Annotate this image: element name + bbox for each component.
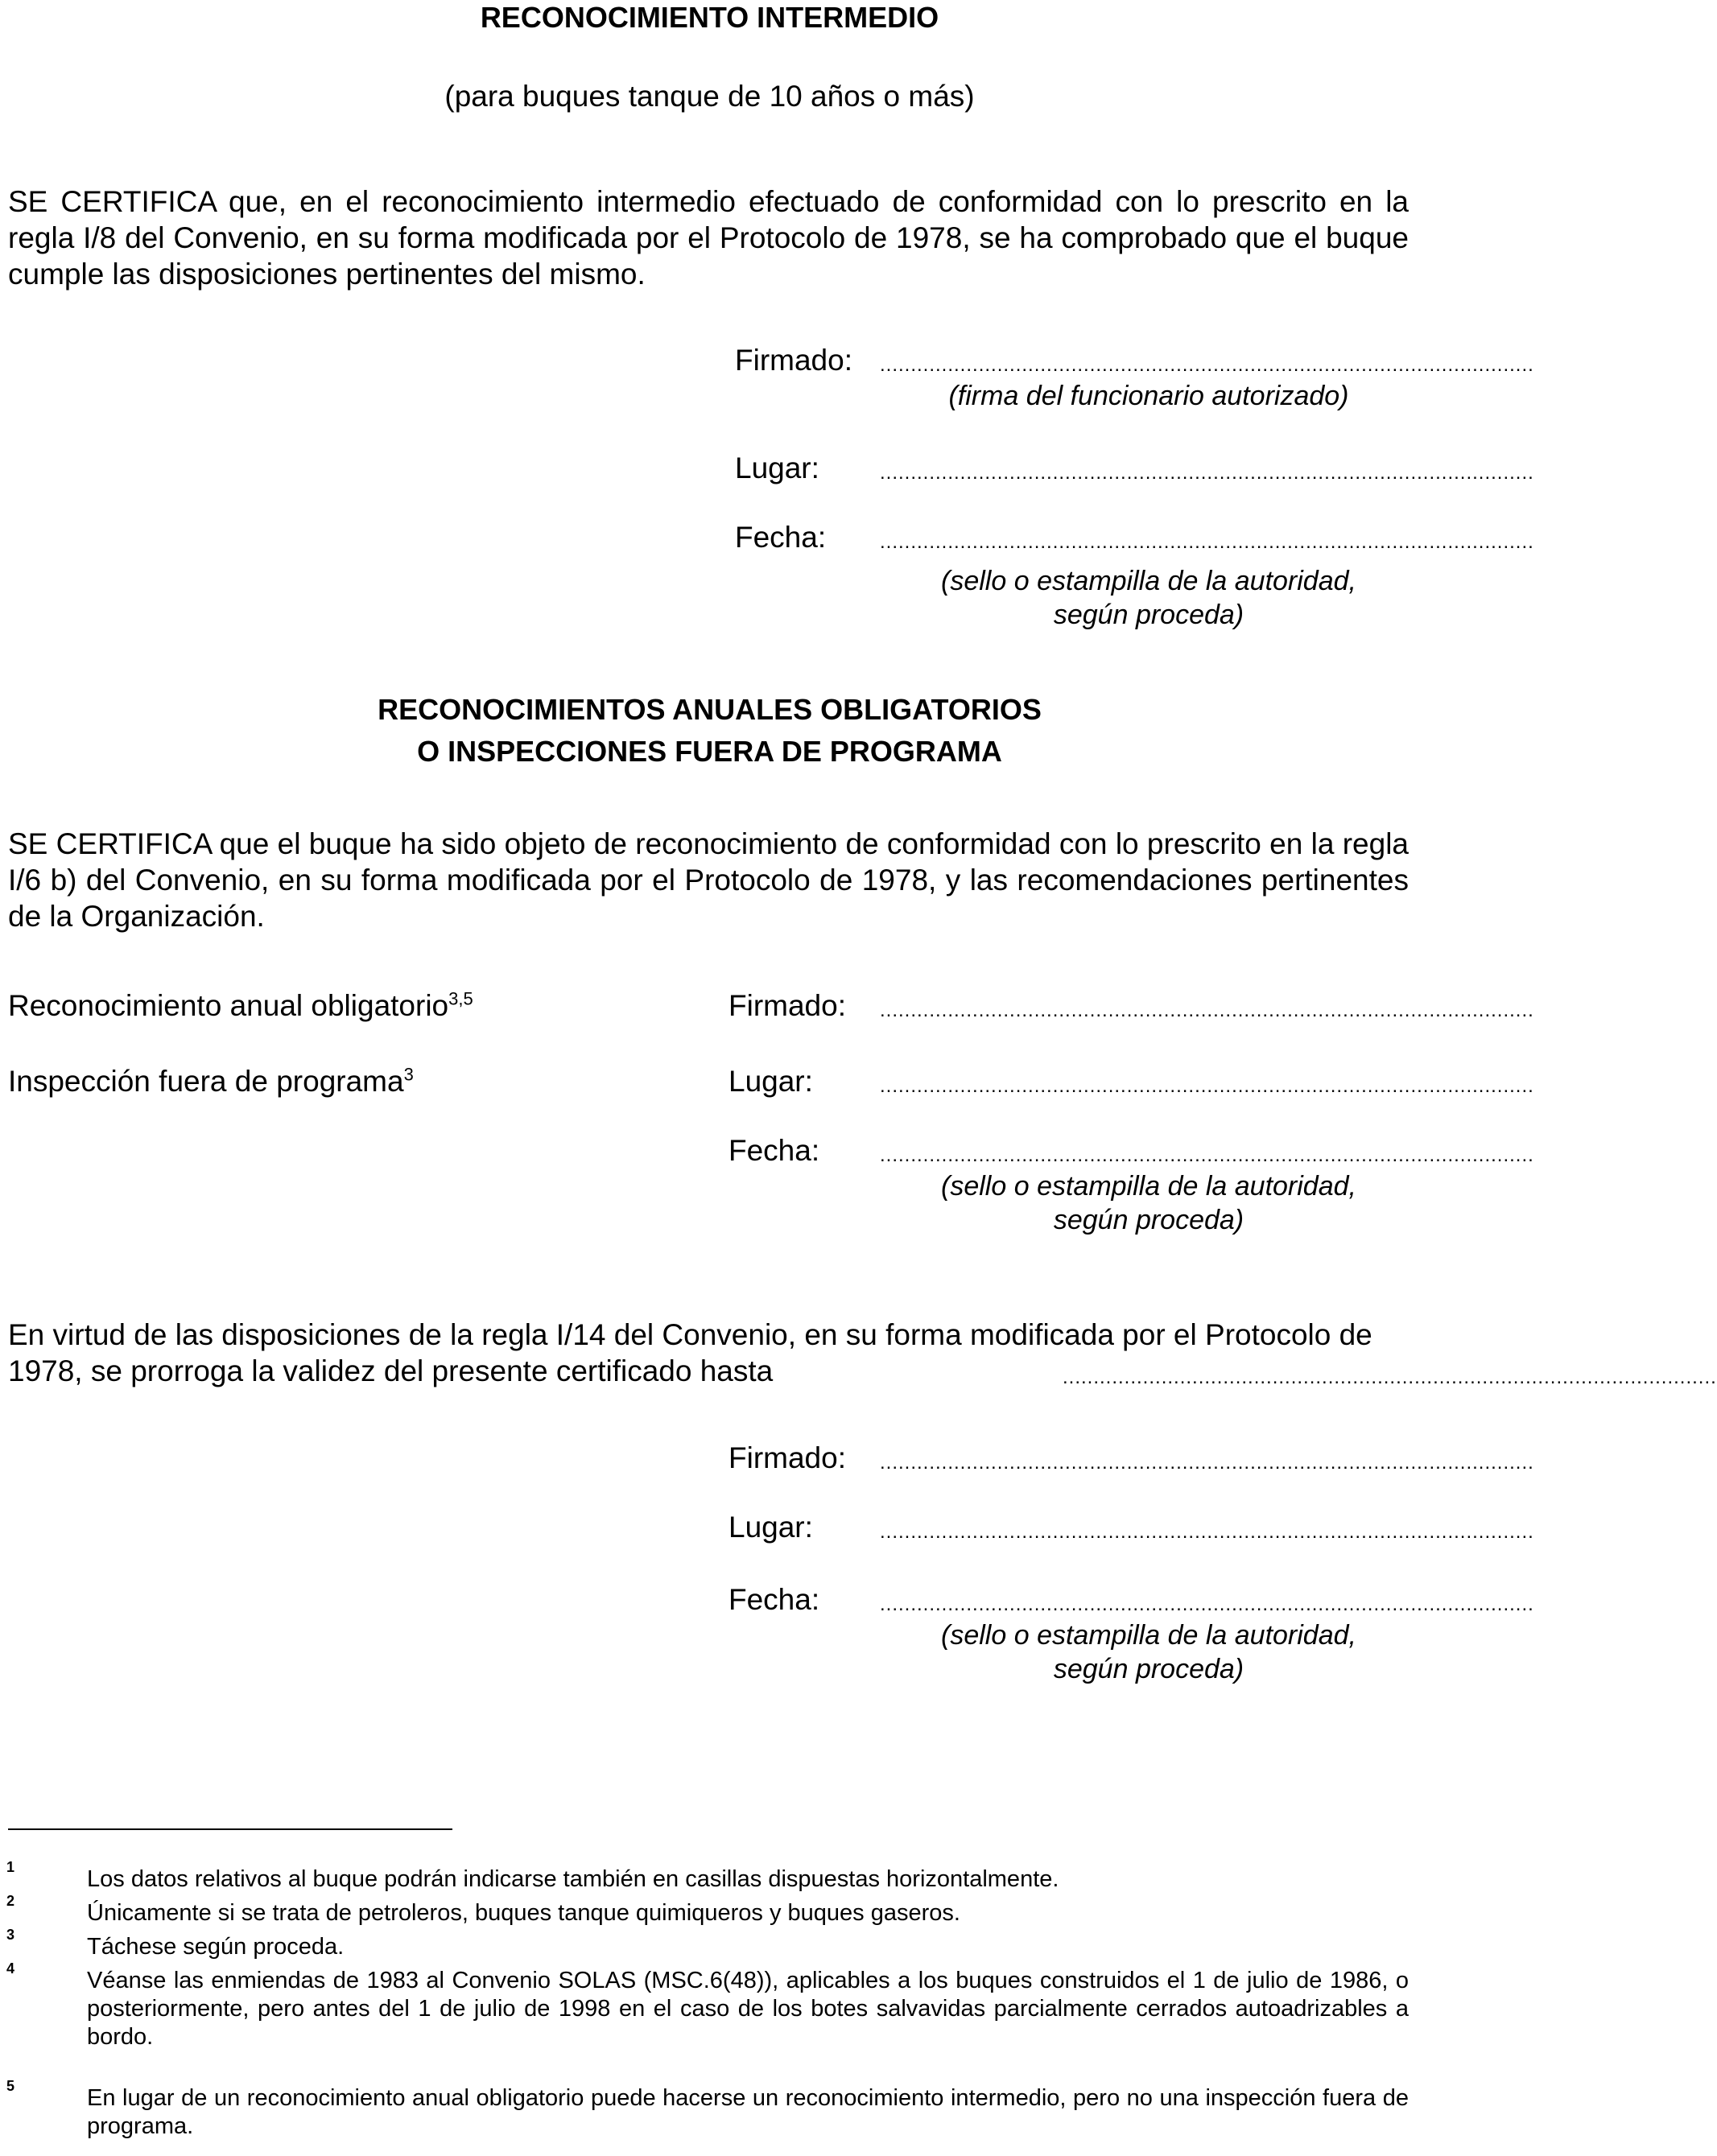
section2-title-line2: O INSPECCIONES FUERA DE PROGRAMA: [417, 735, 1002, 768]
section3-extension-date-line: ..........................................................................................................: [1063, 1367, 1717, 1388]
section1-signed-label: Firmado:: [735, 344, 852, 377]
footnote-5-text: En lugar de un reconocimiento anual obligatorio puede hacerse un reconocimiento intermedio, pero no una inspección fuera de programa.: [87, 2085, 1409, 2139]
section2-stamp-note-line2: según proceda): [1053, 1205, 1244, 1235]
section2-place-line: ..........................................................................................................: [880, 1075, 1534, 1097]
section1-title: RECONOCIMIENTO INTERMEDIO: [480, 1, 939, 34]
section1-signed-line: ..........................................................................................................: [880, 354, 1534, 376]
section2-date-label: Fecha:: [728, 1134, 820, 1167]
section1-signature-note: (firma del funcionario autorizado): [948, 381, 1349, 411]
section2-title-line1: RECONOCIMIENTOS ANUALES OBLIGATORIOS: [378, 693, 1042, 726]
unscheduled-inspection-option: [8, 1064, 414, 1099]
section3-signed-label: Firmado:: [728, 1441, 846, 1474]
unscheduled-inspection-footnote-ref: 3: [403, 1064, 414, 1085]
section1-date-label: Fecha:: [735, 521, 827, 554]
footnote-separator: [8, 1828, 452, 1830]
section1-body: SE CERTIFICA que, en el reconocimiento intermedio efectuado de conformidad con lo prescrito en la regla I/8 del Convenio, en su forma modificada por el Protocolo de 1978, se ha comprobado que el buque cumple las disposiciones pertinentes del mismo.: [8, 185, 1409, 291]
footnote-1-number: 1: [6, 1859, 15, 1875]
footnote-3-number: 3: [6, 1927, 15, 1943]
section3-place-label: Lugar:: [728, 1511, 813, 1544]
section2-signed-line: ..........................................................................................................: [880, 1000, 1534, 1021]
footnote-5-number: 5: [6, 2078, 15, 2094]
footnote-4-text: Véanse las enmiendas de 1983 al Convenio SOLAS (MSC.6(48)), aplicables a los buques construidos el 1 de julio de 1986, o posteriormente, pero antes del 1 de julio de 1998 en el caso de los botes salvavidas parcialmente cerrados autoadrizables a bordo.: [87, 1968, 1409, 2050]
section2-date-line: ..........................................................................................................: [880, 1144, 1534, 1166]
annual-survey-footnote-ref: 3,5: [448, 988, 473, 1009]
footnote-1-text: Los datos relativos al buque podrán indicarse también en casillas dispuestas horizontalmente.: [87, 1866, 1059, 1892]
annual-survey-option: [8, 988, 473, 1024]
footnote-2-text: Únicamente si se trata de petroleros, buques tanque quimiqueros y buques gaseros.: [87, 1900, 960, 1926]
section3-date-line: ..........................................................................................................: [880, 1593, 1534, 1615]
section3-stamp-note-line2: según proceda): [1053, 1654, 1244, 1684]
section3-place-line: ..........................................................................................................: [880, 1521, 1534, 1543]
footnote-2-number: 2: [6, 1893, 15, 1909]
section2-body: SE CERTIFICA que el buque ha sido objeto de reconocimiento de conformidad con lo prescrito en la regla I/6 b) del Convenio, en su forma modificada por el Protocolo de 1978, y las recomendaciones pertinentes de la Organización.: [8, 827, 1409, 933]
section3-signed-line: ..........................................................................................................: [880, 1452, 1534, 1474]
section1-subtitle: (para buques tanque de 10 años o más): [444, 80, 975, 113]
section1-place-label: Lugar:: [735, 451, 819, 484]
section1-stamp-note-line1: (sello o estampilla de la autoridad,: [941, 566, 1356, 596]
section2-signed-label: Firmado:: [728, 989, 846, 1022]
section3-stamp-note-line1: (sello o estampilla de la autoridad,: [941, 1620, 1356, 1651]
annual-survey-label: Reconocimiento anual obligatorio: [8, 989, 449, 1022]
section1-place-line: ..........................................................................................................: [880, 462, 1534, 484]
section1-stamp-note-line2: según proceda): [1053, 600, 1244, 630]
footnote-3-text: Táchese según proceda.: [87, 1934, 345, 1960]
section1-date-line: ..........................................................................................................: [880, 531, 1534, 553]
section2-stamp-note-line1: (sello o estampilla de la autoridad,: [941, 1171, 1356, 1202]
unscheduled-inspection-label: Inspección fuera de programa: [8, 1065, 404, 1098]
footnote-4-number: 4: [6, 1960, 15, 1977]
section2-place-label: Lugar:: [728, 1065, 813, 1098]
section3-body-text: En virtud de las disposiciones de la regla I/14 del Convenio, en su forma modificada por el Protocolo de 1978, se prorroga la validez del presente certificado hasta: [8, 1318, 1372, 1387]
section3-date-label: Fecha:: [728, 1583, 820, 1616]
